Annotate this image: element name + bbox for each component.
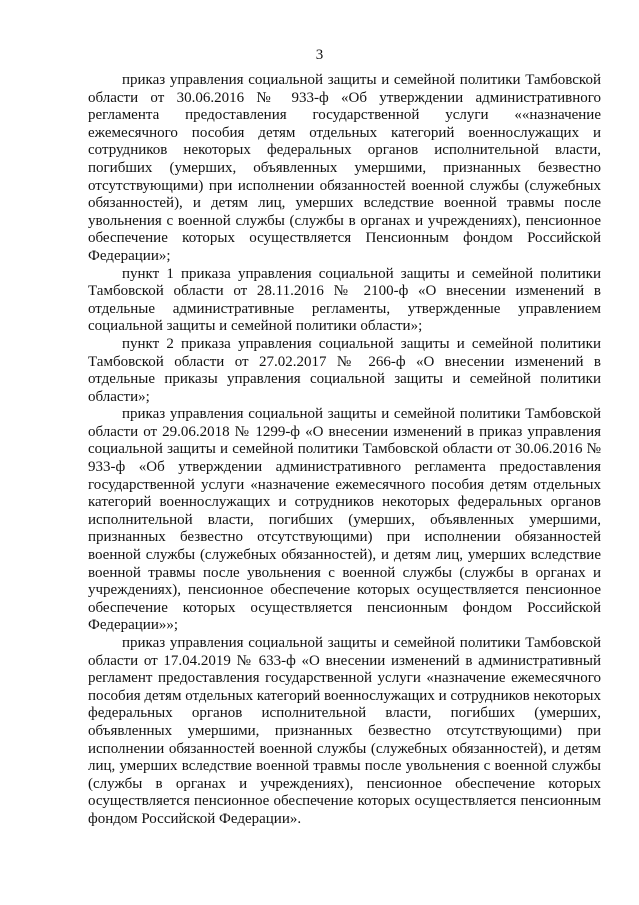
paragraph-order-633f: приказ управления социальной защиты и семейной политики Тамбовской области от 17.04.2019 № 633-ф «О внесении изменений в административный регламент предоставления государственной услуги «назначение ежемесячного пособия детям отдельных категорий военнослужащих и сотрудников некоторых федеральных органов исполнительной власти, погибших (умерших, объявленных умершими, признанных безвестно отсутствующими) при исполнении обязанностей военной службы (служебных обязанностей), и детям лиц, умерших вследствие военной травмы после увольнения с военной службы (службы в органах и учреждениях), пенсионное обеспечение которых осуществляется пенсионное обеспечение которых осуществляется пенсионным фондом Российской Федерации». (88, 635, 601, 827)
paragraph-order-933f: приказ управления социальной защиты и семейной политики Тамбовской области от 30.06.2016 № 933-ф «Об утверждении административного регламента предоставления государственной услуги ««назначение ежемесячного пособия детям отдельных категорий военнослужащих и сотрудников некоторых федеральных органов исполнительной власти, погибших (умерших, объявленных умершими, признанных безвестно отсутствующими) при исполнении обязанностей военной службы (служебных обязанностей), и детям лиц, умерших вследствие военной травмы после увольнения с военной службы (службы в органах и учреждениях), пенсионное обеспечение которых осуществляется Пенсионным фондом Российской Федерации»; (88, 72, 601, 264)
document-body (88, 72, 601, 829)
paragraph-order-2100f: пункт 1 приказа управления социальной защиты и семейной политики Тамбовской области от 28.11.2016 № 2100-ф «О внесении изменений в отдельные административные регламенты, утвержденные управлением социальной защиты и семейной политики области»; (88, 265, 601, 335)
paragraph-order-1299f: приказ управления социальной защиты и семейной политики Тамбовской области от 29.06.2018 № 1299-ф «О внесении изменений в приказ управления социальной защиты и семейной политики Тамбовской области от 30.06.2016 № 933-ф «Об утверждении административного регламента предоставления государственной услуги «назначение ежемесячного пособия детям отдельных категорий военнослужащих и сотрудников некоторых федеральных органов исполнительной власти, погибших (умерших, объявленных умершими, признанных безвестно отсутствующими) при исполнении обязанностей военной службы (служебных обязанностей), и детям лиц, умерших вследствие военной травмы после увольнения с военной службы (службы в органах и учреждениях), пенсионное обеспечение которых осуществляется пенсионное обеспечение которых осуществляется пенсионным фондом Российской Федерации»»; (88, 406, 601, 634)
paragraph-order-266f: пункт 2 приказа управления социальной защиты и семейной политики Тамбовской области от 27.02.2017 № 266-ф «О внесении изменений в отдельные приказы управления социальной защиты и семейной политики области»; (88, 335, 601, 405)
page-number: 3 (315, 47, 324, 63)
